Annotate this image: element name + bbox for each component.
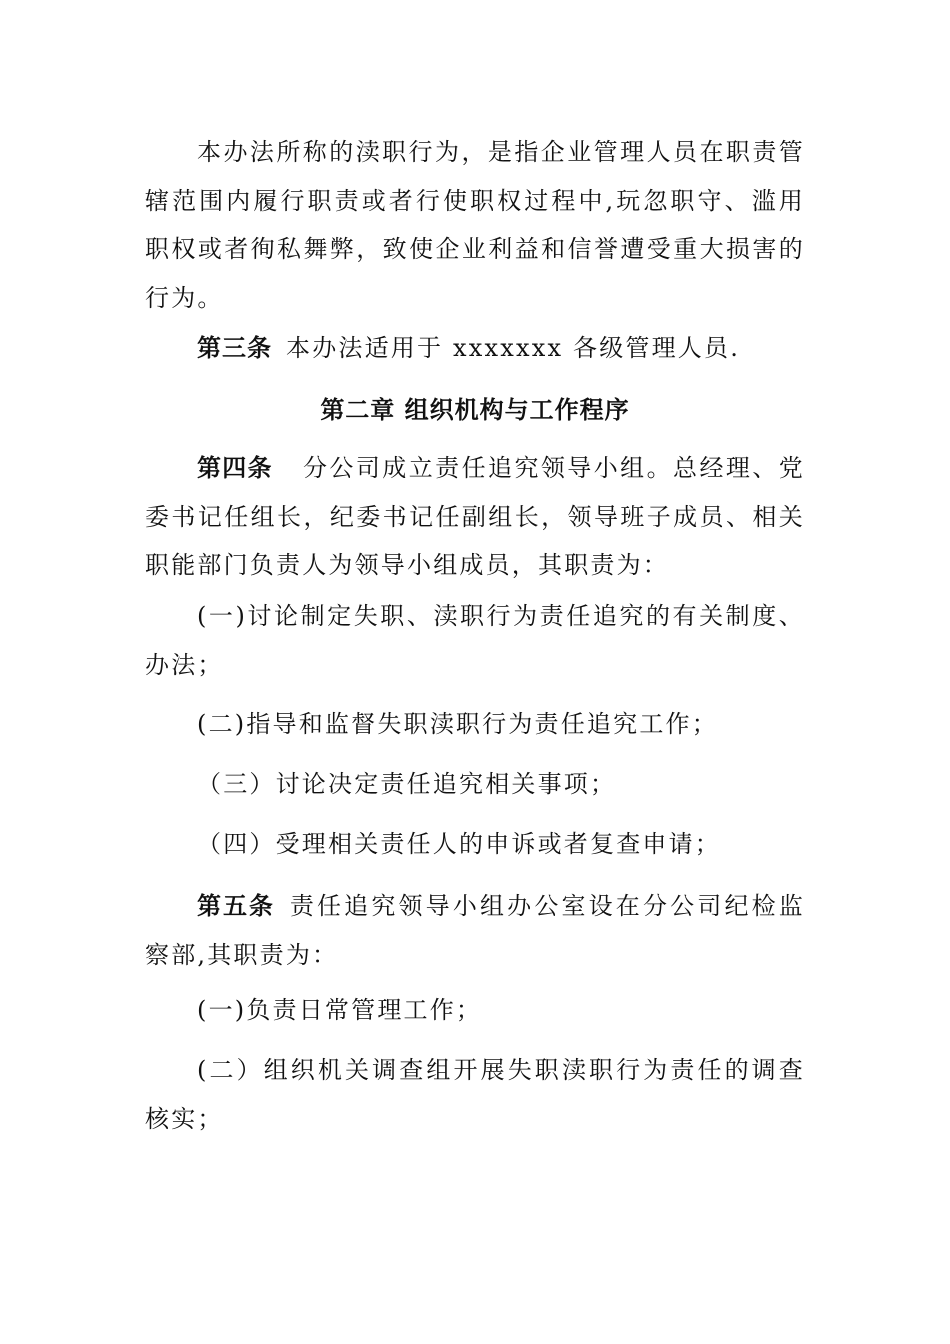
- article-5-label: 第五条: [197, 892, 275, 920]
- article-5-text: 责任追究领导小组办公室设在分公司纪检监察部,其职责为：: [145, 892, 805, 969]
- chapter-2-heading: 第二章 组织机构与工作程序: [320, 396, 630, 424]
- article-5-item-2: [145, 1046, 805, 1143]
- article-4: [145, 444, 805, 590]
- article-3-label: 第三条: [197, 334, 272, 362]
- item-text: （四）受理相关责任人的申诉或者复查申请；: [197, 830, 721, 858]
- item-text: (一)负责日常管理工作；: [197, 996, 483, 1024]
- article-4-text: 分公司成立责任追究领导小组。总经理、党委书记任组长，纪委书记任副组长，领导班子成员、相关职能部门负责人为领导小组成员，其职责为：: [145, 454, 805, 579]
- item-text: (二）组织机关调查组开展失职渎职行为责任的调查核实；: [145, 1056, 805, 1133]
- item-text: （三）讨论决定责任追究相关事项；: [197, 770, 617, 798]
- article-4-label: 第四条: [197, 454, 273, 482]
- article-3-text: 本办法适用于 xxxxxxx 各级管理人员.: [286, 334, 741, 362]
- article-4-item-2: [145, 700, 805, 749]
- article-4-item-4: [145, 820, 805, 869]
- item-text: (一)讨论制定失职、渎职行为责任追究的有关制度、办法；: [145, 602, 805, 679]
- article-4-item-1: [145, 592, 805, 689]
- paragraph-dereliction-definition: [145, 128, 805, 322]
- item-text: (二)指导和监督失职渎职行为责任追究工作；: [197, 710, 718, 738]
- article-4-item-3: [145, 760, 805, 809]
- article-5: [145, 882, 805, 979]
- paragraph-text: 本办法所称的渎职行为，是指企业管理人员在职责管辖范围内履行职责或者行使职权过程中,玩忽职守、滥用职权或者徇私舞弊，致使企业利益和信誉遭受重大损害的行为。: [145, 138, 805, 312]
- article-5-item-1: [145, 986, 805, 1035]
- article-3: [145, 324, 805, 373]
